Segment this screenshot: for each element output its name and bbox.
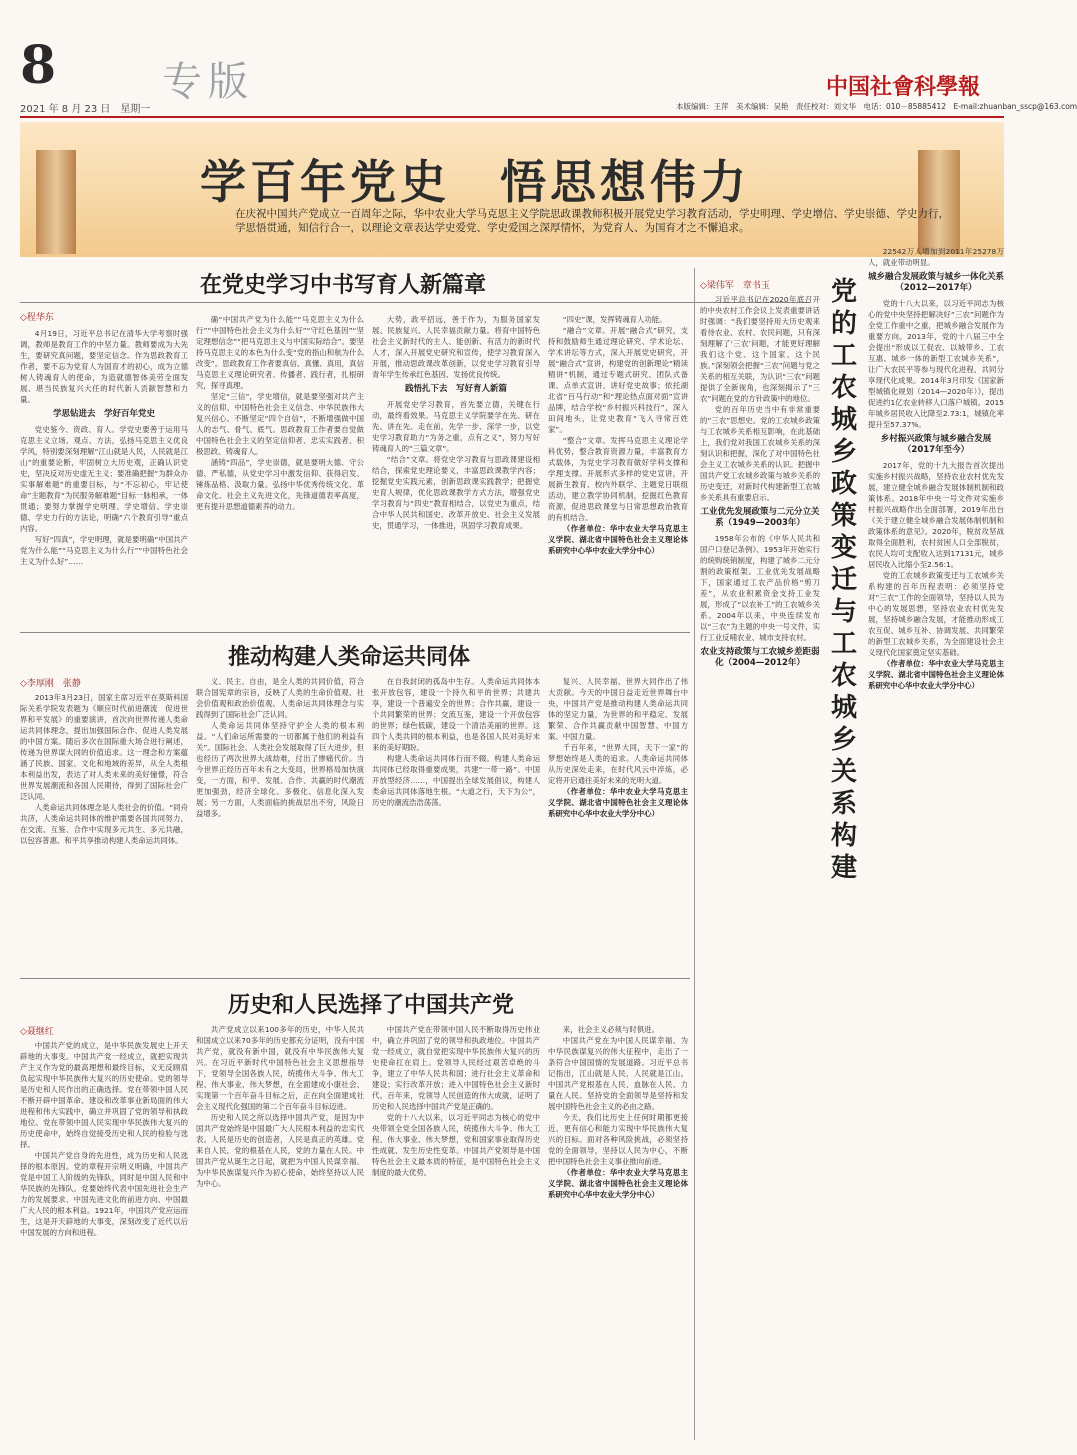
article-3-column-3 — [372, 1024, 540, 1440]
paragraph: 今天，我们比历史上任何时期都更接近、更有信心和能力实现中华民族伟大复兴的目标。面对各种风险挑战，必须坚持党的全面领导，坚持以人民为中心，不断把中国特色社会主义事业推向前进。 — [548, 1113, 688, 1166]
paragraph: 中国共产党的成立，是中华民族发展史上开天辟地的大事变。中国共产党一经成立，就把实现共产主义作为党的最高理想和最终目标，义无反顾肩负起实现中华民族伟大复兴的历史使命。党的领导是历史和人民作出的正确选择。党在带领中国人民不断开辟中国革命、建设和改革事业新局面的伟大进程和伟大实践中，确立并巩固了党的领导和执政地位。党在带领中国人民实现中华民族伟大复兴的历史使命中，始终自觉接受历史和人民的检验与选择。 — [20, 1041, 188, 1149]
article-4-column-1 — [700, 294, 820, 1440]
masthead-rule — [20, 116, 1004, 118]
huabiao-pillar-left-icon — [36, 150, 76, 254]
paragraph: 习近平总书记在2020年底召开的中央农村工作会议上发表重要讲话时强调：“我们要坚持用大历史观来看待农业、农村、农民问题，只有深刻理解了‘三农’问题，才能更好理解我们这个党、这个国家、这个民族。”深刻领会把握“三农”问题与党之关系的相互关联，为认识“三农”问题提供了全新视角，也深刻揭示了“三农”问题在党的方针政策中的地位。 — [700, 295, 820, 403]
paragraph: 22542万人增加到2011年25278万人，就业带动明显。 — [868, 247, 1004, 267]
article-2-byline: ◇李厚刚 张静 — [20, 679, 81, 689]
editorial-credits: 本版编辑：王萍 美术编辑：吴艳 责任校对：刘文华 电话：010－85885412 E-mail:zhuanban_sscp@163.com — [676, 102, 1077, 111]
banner-title: 学百年党史 悟思想伟力 — [200, 155, 750, 209]
paragraph: 2013年3月23日，国家主席习近平在莫斯科国际关系学院发表题为《顺应时代前进潮流 促进世界和平发展》的重要演讲，首次向世界传递人类命运共同体理念，提出加强国际合作、促进人类发展的中国方案。随后多次在国际重大场合进行阐述，传递为世界谋大同的价值追求。这一理念和方案蕴涵了民族、国家、文化和地域的差异，从全人类根本利益出发，表达了对人类未来的美好憧憬，符合世界发展潮流和各国人民期待，得到了国际社会广泛认同。 — [20, 693, 188, 801]
article-4-subhead-4: 乡村振兴政策与城乡融合发展（2017年至今） — [880, 434, 992, 455]
paragraph: 人类命运共同体坚持守护全人类的根本利益。“人们命运所需要的一切都属于他们的利益有关”。国际社会、人类社会发展取得了巨大进步，但也经历了两次世界大战劫难，付出了惨痛代价。当今世界正经历百年未有之大变局，世界格局加快演变，一方面，和平、发展、合作、共赢的时代潮流更加强劲，经济全球化、多极化、信息化深入发展；另一方面，人类面临的挑战层出不穷，风险日益增多。 — [196, 721, 364, 818]
paragraph: “结合”文章。将党史学习教育与思政课建设相结合，探索党史理论要义，丰富思政课教学内容；挖掘党史实践元素，创新思政课实践教学；把握党史育人规律，优化思政课教学方式方法，增强党史学习教育与“四史”教育相结合，以党史为重点，结合中华人民共和国史、改革开放史、社会主义发展史，贯通学习，一体推进，巩固学习教育成果。 — [372, 455, 540, 530]
paragraph: 复兴、人民幸福、世界大同作出了伟大贡献。今天的中国日益走近世界舞台中央，中国共产党是推动构建人类命运共同体的坚定力量，为世界的和平稳定、发展繁荣、合作共赢贡献中国智慧、中国方案、中国力量。 — [548, 677, 688, 741]
paragraph: 开展党史学习教育，首先要立德，关键在行动，最终看效果。马克思主义学院要学在先、研在先、讲在先、走在前，先学一步、深学一步，以党史学习教育助力“为务之重，点有之义”，努力写好铸魂育人的“三篇文章”。 — [372, 400, 540, 453]
issue-date: 2021 年 8 月 23 日 星期一 — [20, 104, 151, 115]
paragraph: “四史”课，发挥铸魂育人功能。 — [562, 315, 667, 324]
paragraph: 2017年，党的十九大报告首次提出实施乡村振兴战略，坚持农业农村优先发展，建立健全城乡融合发展体制机制和政策体系。2018年中央一号文件对实施乡村振兴战略作出全面部署，2019年出台《关于建立健全城乡融合发展体制机制和政策体系的意见》。2020年，脱贫攻坚战取得全面胜利，农村贫困人口全部脱贫，农民人均可支配收入达到17131元，城乡居民收入比缩小至2.56:1。 — [868, 461, 1004, 569]
paragraph: 写好“四真”，学史明理，就是要明确“中国共产党为什么能”“马克思主义为什么行”“中国特色社会主义为什么好”…… — [20, 535, 188, 566]
banner-intro: 在庆祝中国共产党成立一百周年之际，华中农业大学马克思主义学院思政课教师积极开展党史学习教育活动，学史明理、学史增信、学史崇德、学史力行，学思悟贯通，知信行合一，以理论文章表达学史爱党、学史爱国之深厚情怀，为党育人、为国育才之不懈追求。 — [235, 208, 949, 234]
article-1-column-4 — [548, 314, 688, 618]
article-3-column-2 — [196, 1024, 364, 1440]
paragraph: 党的十八大以来，以习近平同志为核心的党中央带领全党全国各族人民，统揽伟大斗争、伟大工程、伟大事业、伟大梦想，党和国家事业取得历史性成就、发生历史性变革。中国共产党领导是中国特色社会主义最本质的特征，是中国特色社会主义制度的最大优势。 — [372, 1113, 540, 1177]
article-4-subhead-1: 工业优先发展政策与二元分立关系（1949—2003年） — [700, 507, 820, 528]
paragraph: 义、民主、自由，是全人类的共同价值，符合联合国宪章的宗旨，反映了人类的生命价值观、社会价值观和政治价值观。人类命运共同体理念与实践得到了国际社会广泛认同。 — [196, 677, 364, 719]
article-1-subhead-2: 践悟扎下去 写好育人新篇 — [404, 384, 507, 394]
paragraph: 涵铸“四品”，学史崇德，就是要明大德、守公德、严私德，从党史学习中激发信仰、获得启发、锤炼品格、汲取力量。弘扬中华优秀传统文化、革命文化、社会主义先进文化，先锋道德表率高度，更有提升思想道德素养的动力。 — [196, 458, 364, 511]
paragraph: 坚定“三信”，学史增信，就是要坚强对共产主义的信仰、中国特色社会主义信念、中华民族伟大复兴信心。不断坚定“四个自信”，不断增强做中国人的志气、骨气、底气。思政教育工作者要自觉做中国特色社会主义的坚定信仰者、忠实实践者、积极思政、铸魂育人。 — [196, 392, 364, 456]
article-3-title: 历史和人民选择了中国共产党 — [228, 992, 515, 1018]
article-4-subhead-3: 城乡融合发展政策与城乡一体化关系（2012—2017年） — [868, 272, 1005, 293]
divider — [20, 978, 690, 979]
article-3-column-4 — [548, 1024, 688, 1440]
article-3-column-1 — [20, 1040, 188, 1440]
huabiao-pillar-right-icon — [918, 150, 960, 254]
paragraph: 共产党成立以来100多年的历史，中华人民共和国成立以来70多年的历史都充分证明，没有中国共产党，就没有新中国，就没有中华民族伟大复兴。在习近平新时代中国特色社会主义思想指导下，党领导全国各族人民，统揽伟大斗争、伟大工程、伟大事业、伟大梦想，在全面建成小康社会、实现第一个百年奋斗目标之后，正在向全面建成社会主义现代化强国的第二个百年奋斗目标迈进。 — [196, 1025, 364, 1111]
article-4-subhead-2: 农业支持政策与工农城乡差距弱化（2004—2012年） — [700, 647, 820, 668]
paragraph: 中国共产党自身的先进性，成为历史和人民选择的根本原因。党的章程开宗明义明确，中国共产党是中国工人阶级的先锋队，同时是中国人民和中华民族的先锋队。党要始终代表中国先进社会生产力的发展要求、中国先进文化的前进方向、中国最广大人民的根本利益。1921年，中国共产党应运而生，这是开天辟地的大事变，深刻改变了近代以后中国发展的方向和进程。 — [20, 1151, 188, 1237]
article-1-byline: ◇程华东 — [20, 313, 54, 323]
article-4-title: 党的工农城乡政策变迁与工农城乡关系构建 — [830, 277, 857, 883]
article-4-column-2 — [868, 246, 1004, 1440]
article-3-byline: ◇聂继红 — [20, 1027, 54, 1037]
paragraph: “整合”文章。发挥马克思主义理论学科优势，整合教育资源力量，丰富教育方式载体，为党史学习教育做好学科支撑和学理支撑。开展形式多样的党史宣讲，开展新生教育、校内外联学、主题党日联组活动，建立教学协同机制，挖掘红色教育资源，促进思政课堂与日常思想政治教育的有机结合。 — [548, 436, 688, 522]
article-1-column-3 — [372, 314, 540, 618]
paragraph: 人类命运共同体理念是人类社会的价值。“同舟共济，人类命运共同体的维护需要各国共同努力，在交流、互鉴、合作中实现多元共生、多元共融，以包容普惠、和平共享推动构建人类命运共同体。 — [20, 803, 188, 845]
paragraph: 在自我封闭的孤岛中生存。人类命运共同体本张开放包容，建设一个持久和平的世界；共建共享，建设一个普遍安全的世界；合作共赢，建设一个共同繁荣的世界；交流互鉴，建设一个开放包容的世界；绿色低碳，建设一个清洁美丽的世界。这四个人类共同的根本利益，也是各国人民对美好未来的美好期盼。 — [372, 677, 540, 752]
divider — [20, 632, 690, 633]
paragraph: 党的百年历史当中有非常重要的“三农”思想史。党的工农城乡政策与工农城乡关系相互影响，在此基础上，我们党对我国工农城乡关系的深刻认识和把握，深化了对中国特色社会主义工农城乡关系的认识。把握中国共产党工农城乡政策与城乡关系的历史变迁，对新时代构建新型工农城乡关系具有重要启示。 — [700, 405, 820, 502]
paragraph: 大势，政平招远，善于作为，为服务国家发展、民族复兴、人民幸福贡献力量。将育中国特色社会主义新时代的主人、能创新、有活力的新时代人才，深入开展党史研究和宣传，使学习教育深入开展，推动思政课改革创新，以党史学习教育引导青年学生传承红色基因、发扬优良传统。 — [372, 315, 540, 379]
article-3-author-affiliation: （作者单位：华中农业大学马克思主义学院、湖北省中国特色社会主义理论体系研究中心华中农业大学分中心） — [548, 1168, 688, 1199]
article-4-author-affiliation: （作者单位：华中农业大学马克思主义学院、湖北省中国特色社会主义理论体系研究中心华中农业大学分中心） — [868, 659, 1004, 690]
article-2-column-2 — [196, 676, 364, 962]
paragraph: 构建人类命运共同体行而不辍。构建人类命运共同体已经取得重要成果，共建“一带一路”、中国开放型经济……，中国提出全球发展倡议，构建人类命运共同体落地生根。“大道之行，天下为公”，历史的潮流浩浩荡荡。 — [372, 754, 540, 807]
article-1-column-2 — [196, 314, 364, 618]
divider — [20, 302, 810, 303]
article-2-author-affiliation: （作者单位：华中农业大学马克思主义学院、湖北省中国特色社会主义理论体系研究中心华中农业大学分中心） — [548, 787, 688, 818]
paragraph: 党史鉴今、资政、育人。学党史要善于运用马克思主义立场、观点、方法，弘扬马克思主义优良学风，特别要深刻理解“江山就是人民，人民就是江山”的重要论断，牢固树立大历史观，正确认识党史，坚决反对历史虚无主义；要准确把握“为群众办实事解难题”的重要目标，与“不忘初心，牢记使命”主题教育“为民服务解难题”目标一脉相承，一体贯通；要努力掌握学史明理、学史增信、学史崇德、学史力行的方法论，明确“六个教育引导”重点内容。 — [20, 425, 188, 533]
article-2-column-3 — [372, 676, 540, 962]
paragraph: 中国共产党在为中国人民谋幸福、为中华民族谋复兴的伟大征程中，走出了一条符合中国国情的发展道路。习近平总书记指出，江山就是人民，人民就是江山。中国共产党根基在人民、血脉在人民、力量在人民。坚持党的全面领导是坚持和发展中国特色社会主义的必由之路。 — [548, 1036, 688, 1111]
paragraph: 党的十八大以来，以习近平同志为核心的党中央坚持把解决好“三农”问题作为全党工作重中之重，把城乡融合发展作为重要方向。2013年，党的十八届三中全会提出“形成以工促农、以城带乡、工农互惠、城乡一体的新型工农城乡关系”，让广大农民平等参与现代化进程、共同分享现代化成果。2014年3月印发《国家新型城镇化规划（2014—2020年）》，提出促进约1亿农业转移人口落户城镇。2015年城乡居民收入比降至2.73:1，城镇化率提升至57.37%。 — [868, 299, 1004, 429]
paragraph: 4月19日，习近平总书记在清华大学考察时强调，教师是教育工作的中坚力量。教师要成为大先生，要研究真问题，要坚定信念。作为思政教育工作者，要不忘为党育人为国育才的初心，成为立德树人铸魂育人的使命，为造就德智体美劳全面发展、堪当民族复兴大任的时代新人贡献智慧和力量。 — [20, 329, 188, 404]
article-1-title: 在党史学习中书写育人新篇章 — [200, 272, 487, 298]
article-1-column-1 — [20, 328, 188, 618]
paragraph: 历史和人民之所以选择中国共产党，是因为中国共产党始终是中国最广大人民根本利益的忠实代表。人民是历史的创造者，人民是真正的英雄。党来自人民，党的根基在人民，党的力量在人民。中国共产党从诞生之日起，就把为中国人民谋幸福、为中华民族谋复兴作为初心使命，始终坚持以人民为中心。 — [196, 1113, 364, 1188]
column-separator — [694, 268, 695, 1440]
newspaper-logo: 中国社會科學報 — [826, 74, 981, 100]
section-name: 专版 — [162, 59, 254, 105]
article-2-title: 推动构建人类命运共同体 — [228, 644, 471, 670]
paragraph: 来，社会主义必须与时俱进。 — [562, 1025, 659, 1034]
page-number: 8 — [20, 35, 57, 96]
paragraph: 千百年来，“世界大同，天下一家”的梦想始终是人类的追求。人类命运共同体从历史深处走来，在时代风云中淬炼，必定将开启通往美好未来的光明大道。 — [548, 743, 688, 785]
paragraph: 中国共产党在带领中国人民不断取得历史伟业中，确立并巩固了党的领导和执政地位。中国共产党一经成立，就自觉把实现中华民族伟大复兴的历史使命扛在肩上。党领导人民经过艰苦卓绝的斗争，建立了中华人民共和国；进行社会主义革命和建设；实行改革开放；进入中国特色社会主义新时代。百年来，党领导人民创造的伟大成就，证明了历史和人民选择中国共产党是正确的。 — [372, 1025, 540, 1111]
paragraph: “融合”文章。开展“融合式”研究，支持和鼓励师生通过理论研究、学术论坛、学术讲坛等方式，深入开展党史研究，开展“融合式”宣讲，构建党的创新理论“精读精讲”机制，通过专题式研究、团队式备课、点单式宣讲、讲好党史故事；依托湖北省“百马行动”和“理论热点面对面”宣讲品牌，结合学校“乡村振兴科技行”，深入田间地头，让党史教育“飞入寻常百姓家”。 — [548, 326, 688, 434]
paragraph: 1958年公布的《中华人民共和国户口登记条例》、1953年开始实行的统购统销制度，构建了城乡二元分割的政策框架。工业优先发展战略下，国家通过工农产品价格“剪刀差”，从农业积累资金支持工业发展，形成了“以农补工”的工农城乡关系。2004年以来，中央连续发布以“三农”为主题的中央一号文件，实行工业反哺农业、城市支持农村。 — [700, 534, 820, 642]
paragraph: 确“中国共产党为什么能”“马克思主义为什么行”“中国特色社会主义为什么好”“守红色基因”“坚定理想信念”“把马克思主义与中国实际结合”。要坚持马克思主义的本色为什么变“党的指山和航为什么改变”。思政教育工作者要真信、真懂、真用，真信马克思主义理论研究者、传播者、践行者，扎根研究，探寻真理。 — [196, 315, 364, 390]
article-1-author-affiliation: （作者单位：华中农业大学马克思主义学院、湖北省中国特色社会主义理论体系研究中心华中农业大学分中心） — [548, 524, 688, 555]
article-4-byline: ◇梁伟军 章书玉 — [700, 281, 770, 291]
article-1-subhead-1: 学思钻进去 学好百年党史 — [52, 409, 155, 419]
article-2-column-1 — [20, 692, 188, 962]
article-2-column-4 — [548, 676, 688, 962]
paragraph: 党的工农城乡政策变迁与工农城乡关系构建的百年历程表明：必须坚持党对“三农”工作的全面领导，坚持以人民为中心的发展思想，坚持农业农村优先发展，坚持城乡融合发展，才能推动形成工农互促、城乡互补、协调发展、共同繁荣的新型工农城乡关系，为全面建设社会主义现代化国家奠定坚实基础。 — [868, 571, 1004, 657]
